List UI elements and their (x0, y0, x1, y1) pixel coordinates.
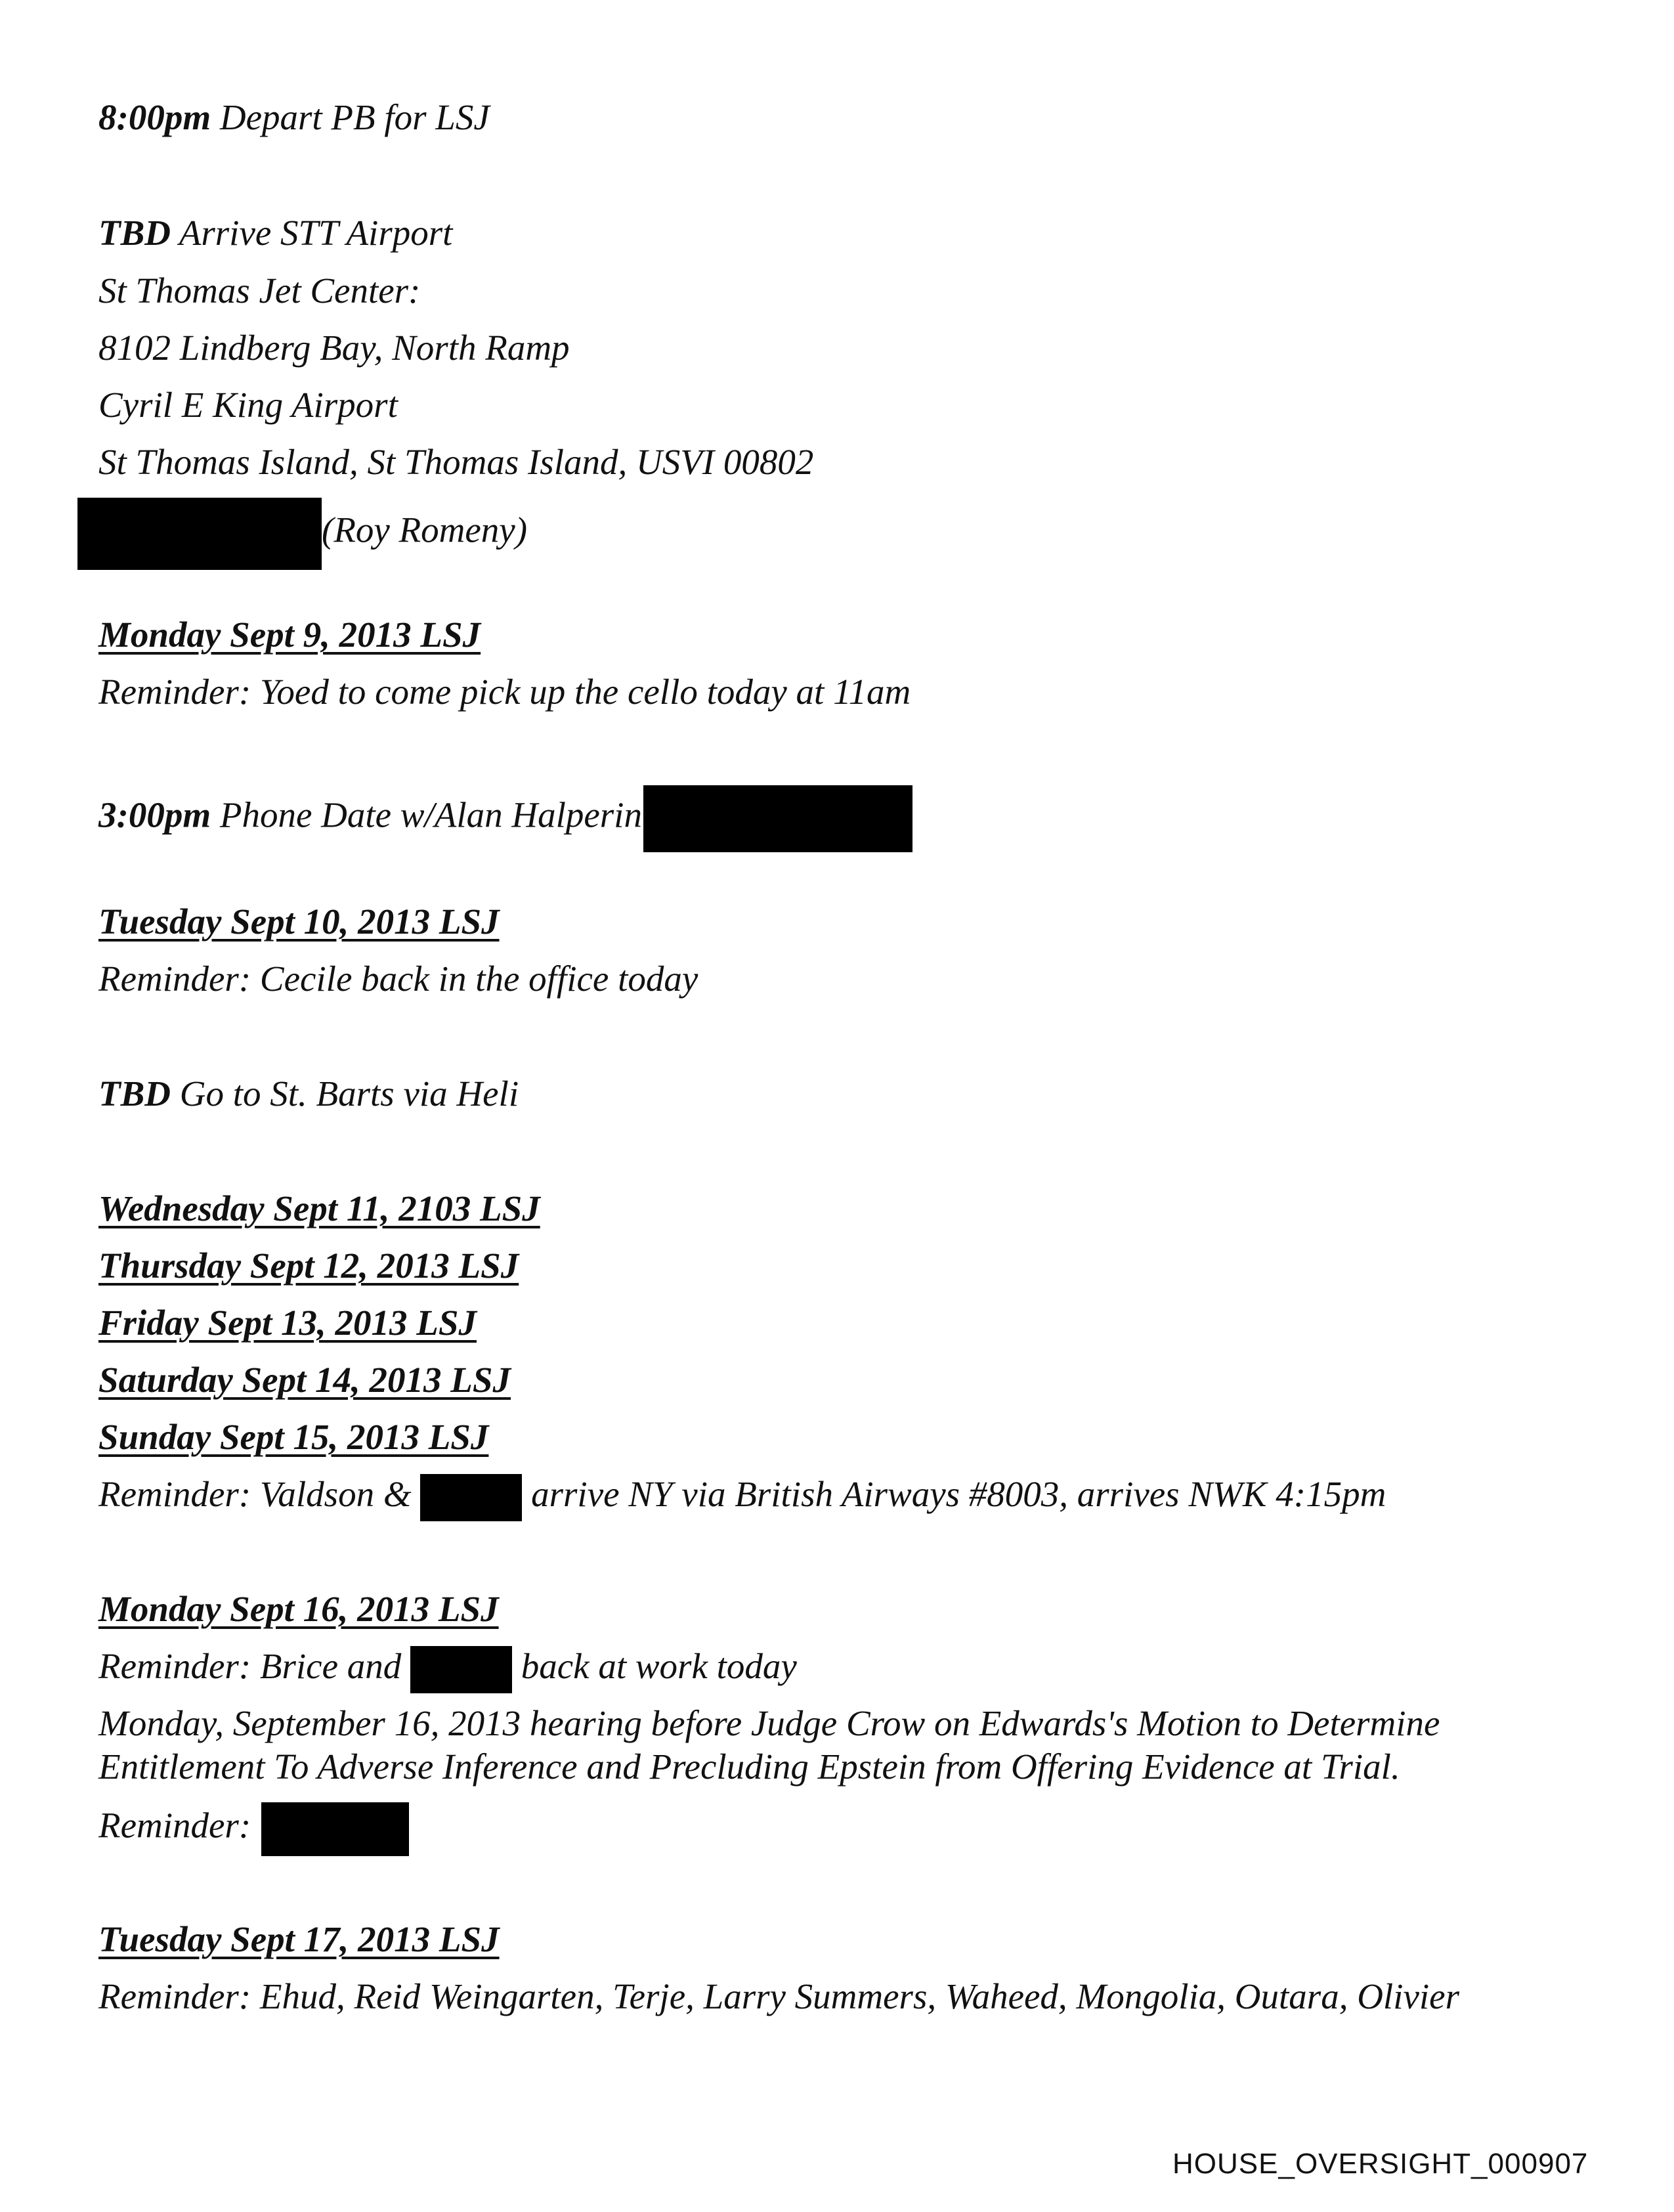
redaction-box (77, 498, 322, 570)
day-heading: Sunday Sept 15, 2013 LSJ (98, 1417, 489, 1457)
redaction-box (261, 1802, 409, 1856)
day-heading: Friday Sept 13, 2013 LSJ (98, 1303, 477, 1343)
reminder-line (98, 1802, 409, 1856)
contact-name: (Roy Romeny) (322, 510, 528, 550)
entry-text: Phone Date w/Alan Halperin (211, 794, 642, 835)
reminder-text: arrive NY via British Airways #8003, arrives NWK 4:15pm (522, 1474, 1386, 1514)
bates-number: HOUSE_OVERSIGHT_000907 (1172, 2148, 1589, 2180)
day-heading: Monday Sept 9, 2013 LSJ (98, 615, 481, 655)
hearing-line: Entitlement To Adverse Inference and Precluding Epstein from Offering Evidence at Trial. (98, 1746, 1400, 1787)
reminder-text: Reminder: (98, 1805, 260, 1846)
address-line: St Thomas Island, St Thomas Island, USVI 00802 (98, 442, 814, 482)
address-line: 8102 Lindberg Bay, North Ramp (98, 328, 570, 368)
redaction-box (410, 1646, 512, 1693)
address-line: Cyril E King Airport (98, 385, 398, 425)
redaction-box (420, 1474, 522, 1521)
reminder-line: Reminder: Yoed to come pick up the cello today at 11am (98, 672, 911, 712)
entry-time: TBD (98, 213, 171, 253)
address-line: St Thomas Jet Center: (98, 271, 421, 311)
reminder-text: Reminder: Brice and (98, 1646, 410, 1686)
depart-entry (98, 96, 490, 139)
entry-time: 3:00pm (98, 794, 211, 835)
arrive-entry (98, 211, 452, 255)
hearing-line: Monday, September 16, 2013 hearing before Judge Crow on Edwards's Motion to Determine (98, 1703, 1440, 1743)
reminder-line (98, 1473, 1386, 1521)
contact-line (77, 498, 527, 570)
day-heading: Tuesday Sept 17, 2013 LSJ (98, 1919, 500, 1959)
reminder-line (98, 1645, 797, 1693)
day-heading: Saturday Sept 14, 2013 LSJ (98, 1360, 511, 1400)
phone-entry (98, 785, 912, 852)
day-heading: Thursday Sept 12, 2013 LSJ (98, 1246, 519, 1286)
reminder-line: Reminder: Ehud, Reid Weingarten, Terje, Larry Summers, Waheed, Mongolia, Outara, Olivier (98, 1976, 1460, 2016)
day-heading: Tuesday Sept 10, 2013 LSJ (98, 901, 500, 942)
entry-text: Go to St. Barts via Heli (171, 1073, 519, 1114)
reminder-text: back at work today (512, 1646, 797, 1686)
entry-text: Depart PB for LSJ (211, 97, 490, 137)
reminder-text: Reminder: Valdson & (98, 1474, 421, 1514)
redaction-box (643, 785, 912, 852)
heli-entry (98, 1072, 519, 1116)
reminder-line: Reminder: Cecile back in the office today (98, 959, 698, 999)
entry-text: Arrive STT Airport (171, 213, 453, 253)
entry-time: TBD (98, 1073, 171, 1114)
day-heading: Wednesday Sept 11, 2103 LSJ (98, 1188, 540, 1228)
entry-time: 8:00pm (98, 97, 211, 137)
day-heading: Monday Sept 16, 2013 LSJ (98, 1589, 499, 1629)
